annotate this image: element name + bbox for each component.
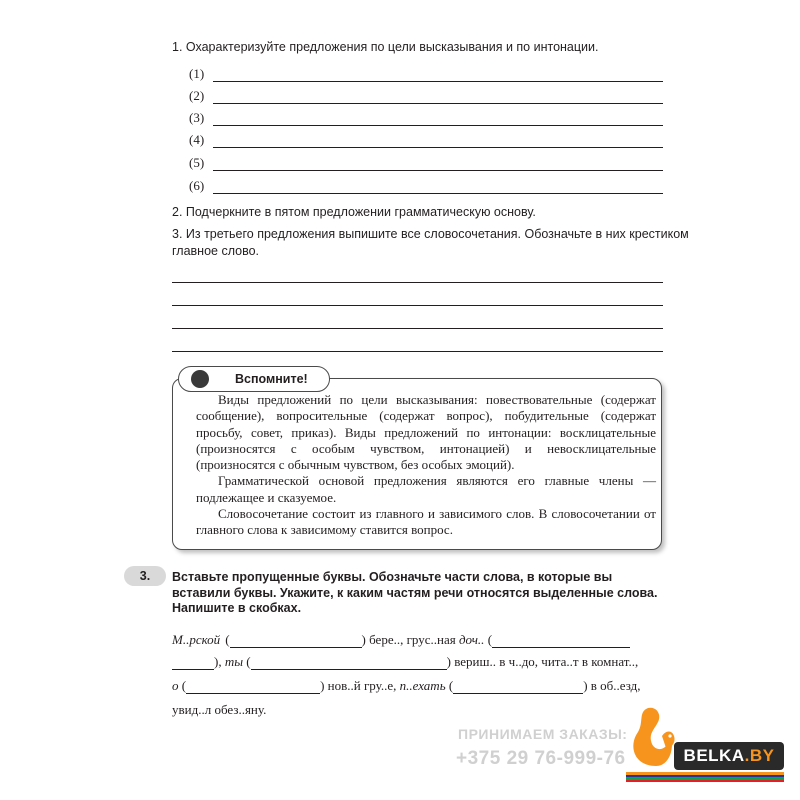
- exercise-text: (: [484, 632, 493, 647]
- exercise-word: доч..: [458, 632, 485, 647]
- remember-title: Вспомните!: [235, 372, 308, 386]
- exercise-text: ),: [214, 654, 225, 669]
- exercise-line-1: [172, 630, 630, 648]
- writing-line[interactable]: [172, 351, 663, 352]
- row-number: (3): [189, 110, 205, 125]
- exercise-text: ) вериш.. в ч..до, чита..т в комнат..,: [446, 654, 639, 669]
- exercise-text: ) нов..й гру..е,: [320, 678, 400, 693]
- answer-row-4[interactable]: [189, 130, 663, 148]
- answer-blank[interactable]: [492, 636, 630, 648]
- exercise-word: М..рской: [172, 632, 221, 647]
- squirrel-logo-icon: [626, 706, 678, 772]
- answer-blank[interactable]: [453, 682, 583, 694]
- exercise-text: ) бере.., грус..ная: [361, 632, 459, 647]
- logo-stripes: [626, 772, 784, 782]
- remember-paragraph: Словосочетание состоит из главного и зависимого слов. В словосочетании от главного слова к зависимому ставится вопрос.: [196, 506, 656, 538]
- task-instruction: Вставьте пропущенные буквы. Обозначьте части слова, в которые вы вставили буквы. Укажите, к каким частям речи относятся выделенные слова. Напишите в скобках.: [172, 570, 658, 615]
- answer-row-5[interactable]: [189, 153, 663, 171]
- task-number-badge: 3.: [124, 566, 166, 586]
- remember-paragraph: Грамматической основой предложения являются его главные члены — подлежащее и сказуемое.: [196, 473, 656, 505]
- answer-row-6[interactable]: [189, 176, 663, 194]
- answer-rule: [213, 70, 663, 82]
- logo-name: BELKA: [683, 746, 745, 765]
- exercise-line-3: [172, 676, 641, 694]
- answer-rule: [213, 182, 663, 194]
- answer-blank[interactable]: [251, 658, 447, 670]
- watermark-orders: ПРИНИМАЕМ ЗАКАЗЫ:: [458, 726, 628, 742]
- exercise-text: (: [243, 654, 251, 669]
- remember-tab: [178, 366, 330, 392]
- logo-text: [684, 746, 775, 766]
- writing-line[interactable]: [172, 305, 663, 306]
- question-3-line2: главное слово.: [172, 244, 260, 258]
- exercise-text: (: [445, 678, 454, 693]
- row-number: (1): [189, 66, 205, 81]
- exercise-word: ты: [224, 654, 244, 669]
- exercise-text: (: [178, 678, 187, 693]
- answer-rule: [213, 159, 663, 171]
- row-number: (5): [189, 155, 205, 170]
- exercise-text: ) в об..езд,: [583, 678, 641, 693]
- answer-rule: [213, 114, 663, 126]
- exercise-text: увид..л обез..яну.: [172, 702, 267, 717]
- question-1: 1. Охарактеризуйте предложения по цели высказывания и по интонации.: [172, 40, 599, 54]
- row-number: (4): [189, 132, 205, 147]
- exercise-word: п..ехать: [399, 678, 446, 693]
- answer-row-1[interactable]: [189, 64, 663, 82]
- logo-tld: .BY: [744, 746, 775, 765]
- answer-blank[interactable]: [186, 682, 320, 694]
- writing-line[interactable]: [172, 328, 663, 329]
- logo-badge[interactable]: [674, 742, 784, 770]
- row-number: (6): [189, 178, 205, 193]
- answer-row-2[interactable]: [189, 86, 663, 104]
- exercise-line-4: [172, 700, 266, 718]
- question-2: 2. Подчеркните в пятом предложении грамматическую основу.: [172, 205, 536, 219]
- exercise-text: (: [225, 632, 230, 647]
- answer-blank[interactable]: [230, 636, 362, 648]
- writing-line[interactable]: [172, 282, 663, 283]
- answer-row-3[interactable]: [189, 108, 663, 126]
- watermark-phone: +375 29 76-999-76: [456, 748, 626, 769]
- bullet-icon: [191, 370, 209, 388]
- exercise-word: о: [172, 678, 179, 693]
- remember-paragraph: Виды предложений по цели высказывания: повествовательные (содержат сообщение), вопросительные (содержат вопрос), побудительные (содержат просьбу, совет, приказ). Виды предложений по интонации: восклицательные (произносятся с особым чувством, интонацией) и невосклицательные (произносятся с обычным чувством, без особых эмоций).: [196, 392, 656, 473]
- row-number: (2): [189, 88, 205, 103]
- answer-rule: [213, 92, 663, 104]
- exercise-line-2: [172, 652, 638, 670]
- question-3-line1: 3. Из третьего предложения выпишите все словосочетания. Обозначьте в них крестиком: [172, 227, 689, 241]
- answer-rule: [213, 136, 663, 148]
- remember-text: [196, 392, 656, 539]
- logo-stripe: [626, 780, 784, 783]
- answer-blank[interactable]: [172, 658, 214, 670]
